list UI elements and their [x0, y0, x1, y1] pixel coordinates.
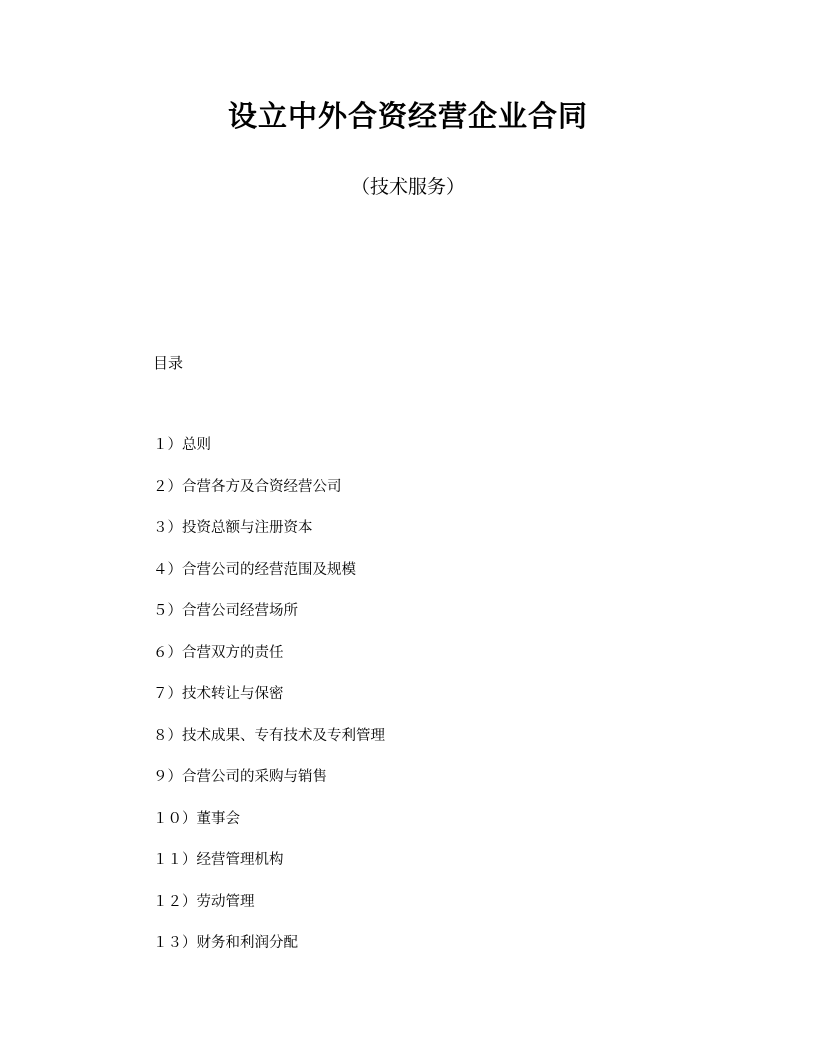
toc-item-3: ３）投资总额与注册资本	[153, 520, 313, 536]
document-title: 设立中外合资经营企业合同	[227, 99, 588, 133]
toc-item-6: ６）合营双方的责任	[153, 644, 284, 661]
toc-item-11: １１）经营管理机构	[153, 852, 284, 868]
toc-heading: 目录	[153, 354, 184, 372]
toc-item-5: ５）合营公司经营场所	[153, 603, 298, 619]
toc-item-2: ２）合营各方及合资经营公司	[153, 478, 342, 495]
toc-item-8: ８）技术成果、专有技术及专利管理	[153, 727, 385, 744]
toc-item-13: １３）财务和利润分配	[153, 935, 298, 951]
toc-item-9: ９）合营公司的采购与销售	[153, 769, 327, 785]
toc-item-4: ４）合营公司的经营范围及规模	[153, 561, 356, 578]
toc-item-7: ７）技术转让与保密	[153, 686, 284, 702]
table-of-contents	[153, 434, 385, 974]
toc-item-10: １０）董事会	[153, 810, 240, 827]
toc-item-1: １）总则	[153, 437, 211, 453]
document-subtitle: （技术服务）	[350, 176, 465, 198]
toc-item-12: １２）劳动管理	[153, 893, 255, 910]
